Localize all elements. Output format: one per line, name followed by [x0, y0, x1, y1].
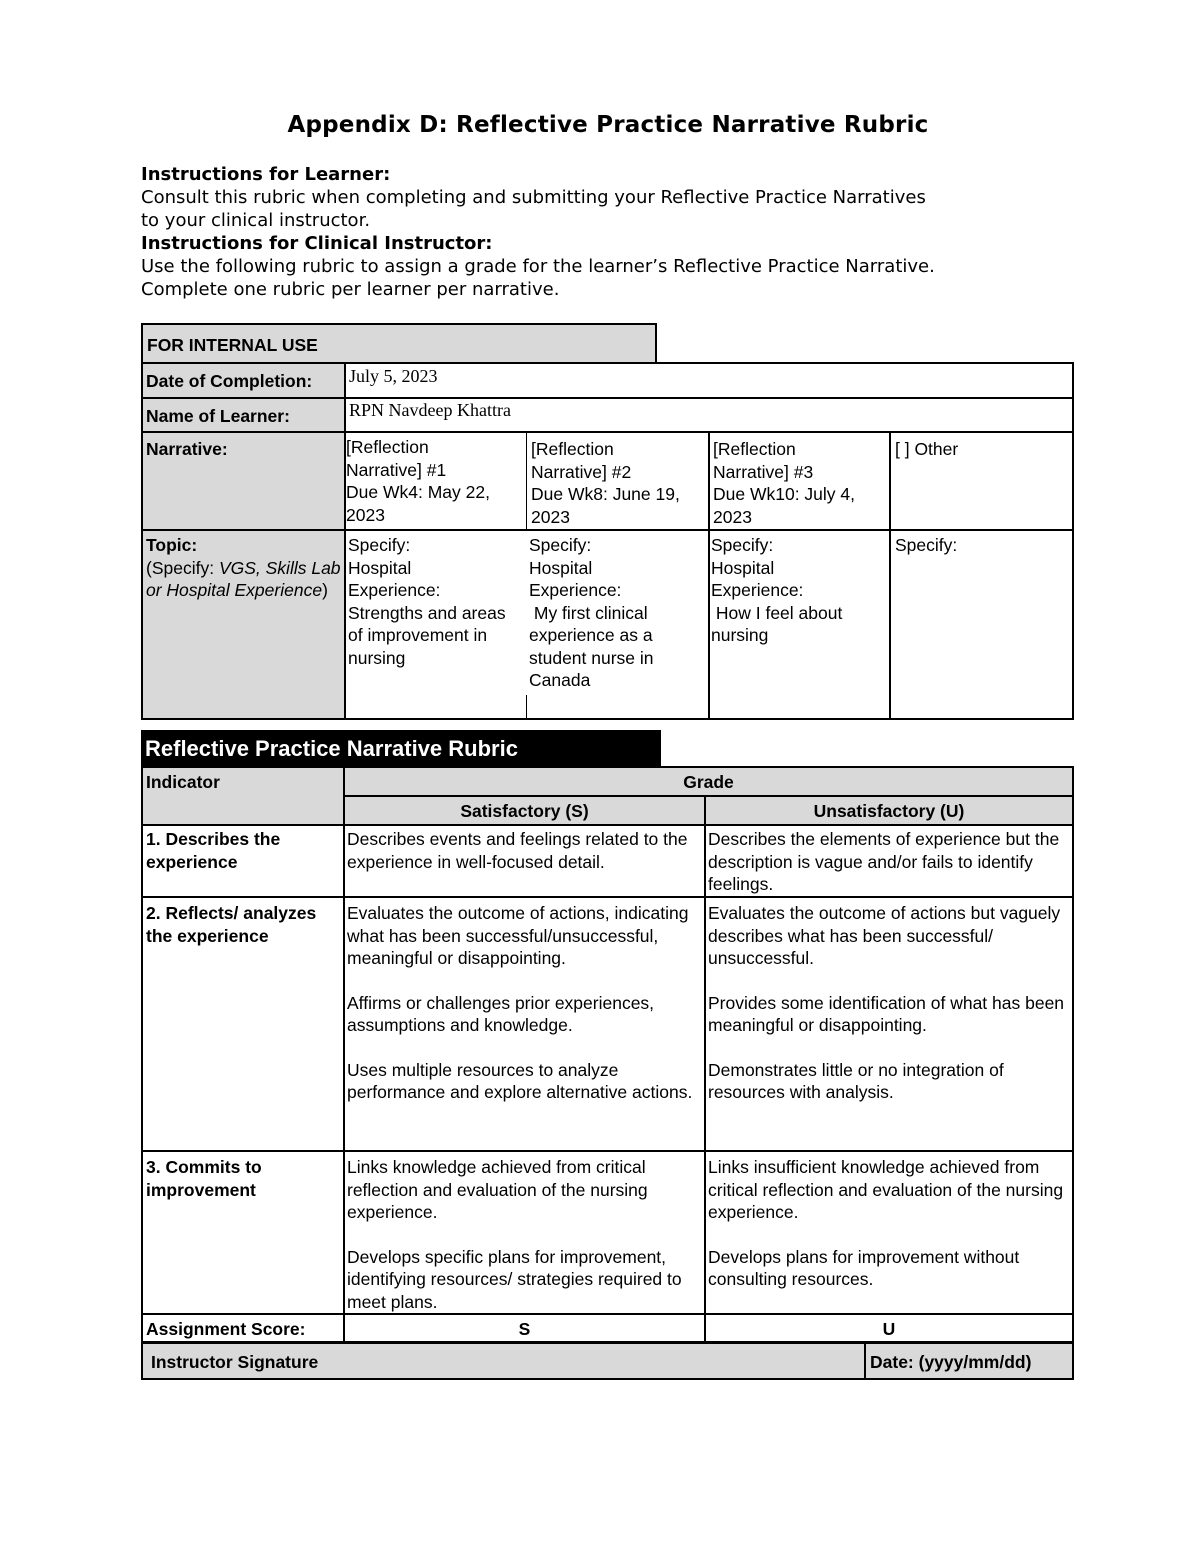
learner-name-value[interactable]: RPN Navdeep Khattra [349, 400, 511, 420]
narrative-option-3[interactable]: [Reflection Narrative] #3 Due Wk10: July 4, 2023 [713, 439, 855, 527]
instructor-instructions-line: Use the following rubric to assign a grade for the learner’s Reflective Practice Narrative. [141, 256, 935, 277]
topic-label-cell [146, 534, 342, 602]
learner-name-label: Name of Learner: [146, 406, 290, 426]
page-title: Appendix D: Reflective Practice Narrative Rubric [287, 112, 929, 138]
criteria-unsatisfactory-2[interactable]: Evaluates the outcome of actions but vaguely describes what has been successful/ unsuccessful. Provides some identification of what has been meaningful or disappointing. Demonstrates little or no integration of resources with analysis. [708, 903, 1065, 1102]
instructions [141, 163, 1061, 301]
criteria-satisfactory-1[interactable]: Describes events and feelings related to the experience in well-focused detail. [347, 829, 688, 872]
topic-cell-1[interactable]: Specify: Hospital Experience: Strengths and areas of improvement in nursing [348, 535, 506, 668]
criteria-unsatisfactory-1[interactable]: Describes the elements of experience but the description is vague and/or fails to identify feelings. [708, 829, 1060, 894]
criteria-unsatisfactory-3[interactable]: Links insufficient knowledge achieved from critical reflection and evaluation of the nursing experience. Develops plans for improvement without consulting resources. [708, 1157, 1064, 1289]
learner-instructions-line: Consult this rubric when completing and submitting your Reflective Practice Narratives [141, 187, 926, 208]
instructor-signature-label[interactable]: Instructor Signature [151, 1352, 319, 1372]
learner-instructions-line: to your clinical instructor. [141, 210, 371, 231]
indicator-commits: 3. Commits to improvement [146, 1157, 262, 1200]
date-of-completion-label: Date of Completion: [146, 371, 313, 391]
topic-label: Topic: [146, 535, 198, 555]
assignment-score-label: Assignment Score: [146, 1319, 306, 1339]
date-of-completion-value[interactable]: July 5, 2023 [349, 366, 438, 386]
rubric-banner-title: Reflective Practice Narrative Rubric [145, 736, 518, 761]
unsatisfactory-header: Unsatisfactory (U) [813, 801, 965, 821]
narrative-option-other[interactable]: [ ] Other [895, 439, 959, 459]
topic-cell-other[interactable]: Specify: [895, 535, 958, 555]
satisfactory-header: Satisfactory (S) [460, 801, 589, 821]
internal-use-header-label: FOR INTERNAL USE [147, 335, 318, 355]
rubric-banner [141, 730, 661, 768]
indicator-header: Indicator [146, 772, 220, 792]
criteria-satisfactory-2[interactable]: Evaluates the outcome of actions, indicating what has been successful/unsuccessful, meaningful or disappointing. Affirms or challenges prior experiences, assumptions and knowledge. Uses multiple resources to analyze performance and explore alternative actions. [347, 903, 693, 1102]
grade-header: Grade [683, 772, 734, 792]
internal-use-header [141, 323, 657, 364]
narrative-label: Narrative: [146, 439, 228, 459]
learner-instructions-heading: Instructions for Learner: [141, 164, 391, 185]
narrative-option-2[interactable]: [Reflection Narrative] #2 Due Wk8: June 19, 2023 [531, 439, 680, 527]
instructor-instructions-heading: Instructions for Clinical Instructor: [141, 233, 493, 254]
topic-cell-2[interactable]: Specify: Hospital Experience: My first clinical experience as a student nurse in Canada [529, 535, 654, 690]
score-s-option[interactable]: S [518, 1319, 531, 1339]
instructor-instructions-line: Complete one rubric per learner per narrative. [141, 279, 560, 300]
topic-cell-3[interactable]: Specify: Hospital Experience: How I feel about nursing [711, 535, 843, 645]
score-u-option[interactable]: U [882, 1319, 896, 1339]
criteria-satisfactory-3[interactable]: Links knowledge achieved from critical reflection and evaluation of the nursing experience. Develops specific plans for improvement, identifying resources/ strategies required to meet plans. [347, 1157, 682, 1312]
indicator-describes: 1. Describes the experience [146, 829, 281, 872]
indicator-reflects: 2. Reflects/ analyzes the experience [146, 903, 317, 946]
topic-hint: (Specify: VGS, Skills Lab or Hospital Experience) [146, 557, 341, 600]
signature-date-label[interactable]: Date: (yyyy/mm/dd) [870, 1352, 1032, 1372]
narrative-option-1[interactable]: [Reflection Narrative] #1 Due Wk4: May 22, 2023 [346, 437, 490, 525]
